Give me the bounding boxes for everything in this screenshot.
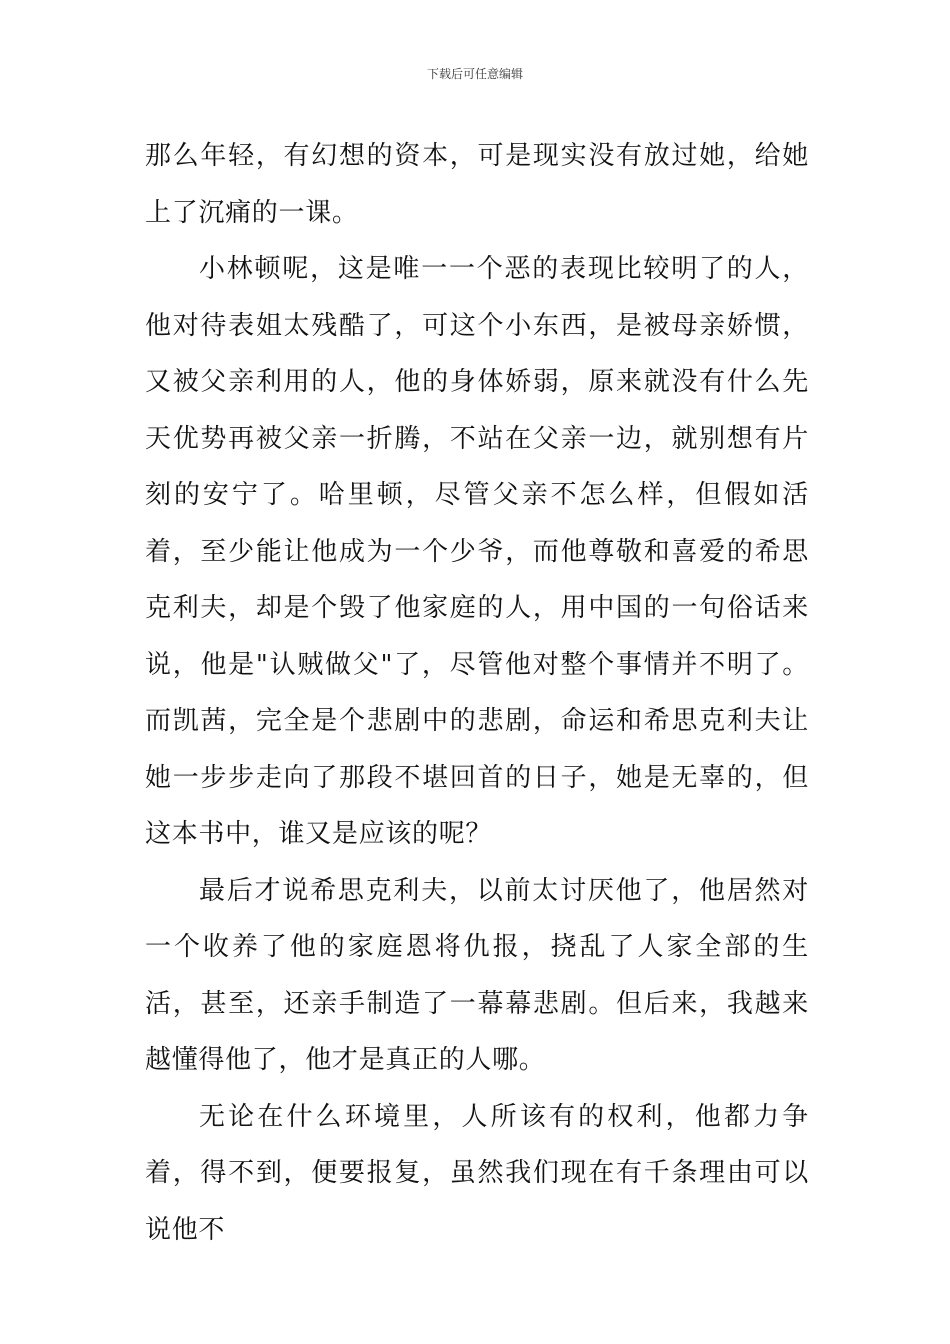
paragraph: 最后才说希思克利夫，以前太讨厌他了，他居然对一个收养了他的家庭恩将仇报，挠乱了人家全部的生活，甚至，还亲手制造了一幕幕悲剧。但后来，我越来越懂得他了，他才是真正的人哪。 <box>145 875 809 1075</box>
paragraph: 小林顿呢，这是唯一一个恶的表现比较明了的人，他对待表姐太残酷了，可这个小东西，是被母亲娇惯，又被父亲利用的人，他的身体娇弱，原来就没有什么先天优势再被父亲一折腾，不站在父亲一边，就别想有片刻的安宁了。哈里顿，尽管父亲不怎么样，但假如活着，至少能让他成为一个少爷，而他尊敬和喜爱的希思克利夫，却是个毁了他家庭的人，用中国的一句俗话来说，他是"认贼做父"了，尽管他对整个事情并不明了。而凯茜，完全是个悲剧中的悲剧，命运和希思克利夫让她一步步走向了那段不堪回首的日子，她是无辜的，但这本书中，谁又是应该的呢？ <box>145 254 809 849</box>
paragraph: 无论在什么环境里，人所该有的权利，他都力争着，得不到，便要报复，虽然我们现在有千条理由可以说他不 <box>145 1101 809 1245</box>
document-body <box>145 128 809 1258</box>
paragraph: 那么年轻，有幻想的资本，可是现实没有放过她，给她上了沉痛的一课。 <box>145 141 809 228</box>
page-header: 下载后可任意编辑 <box>426 67 523 81</box>
